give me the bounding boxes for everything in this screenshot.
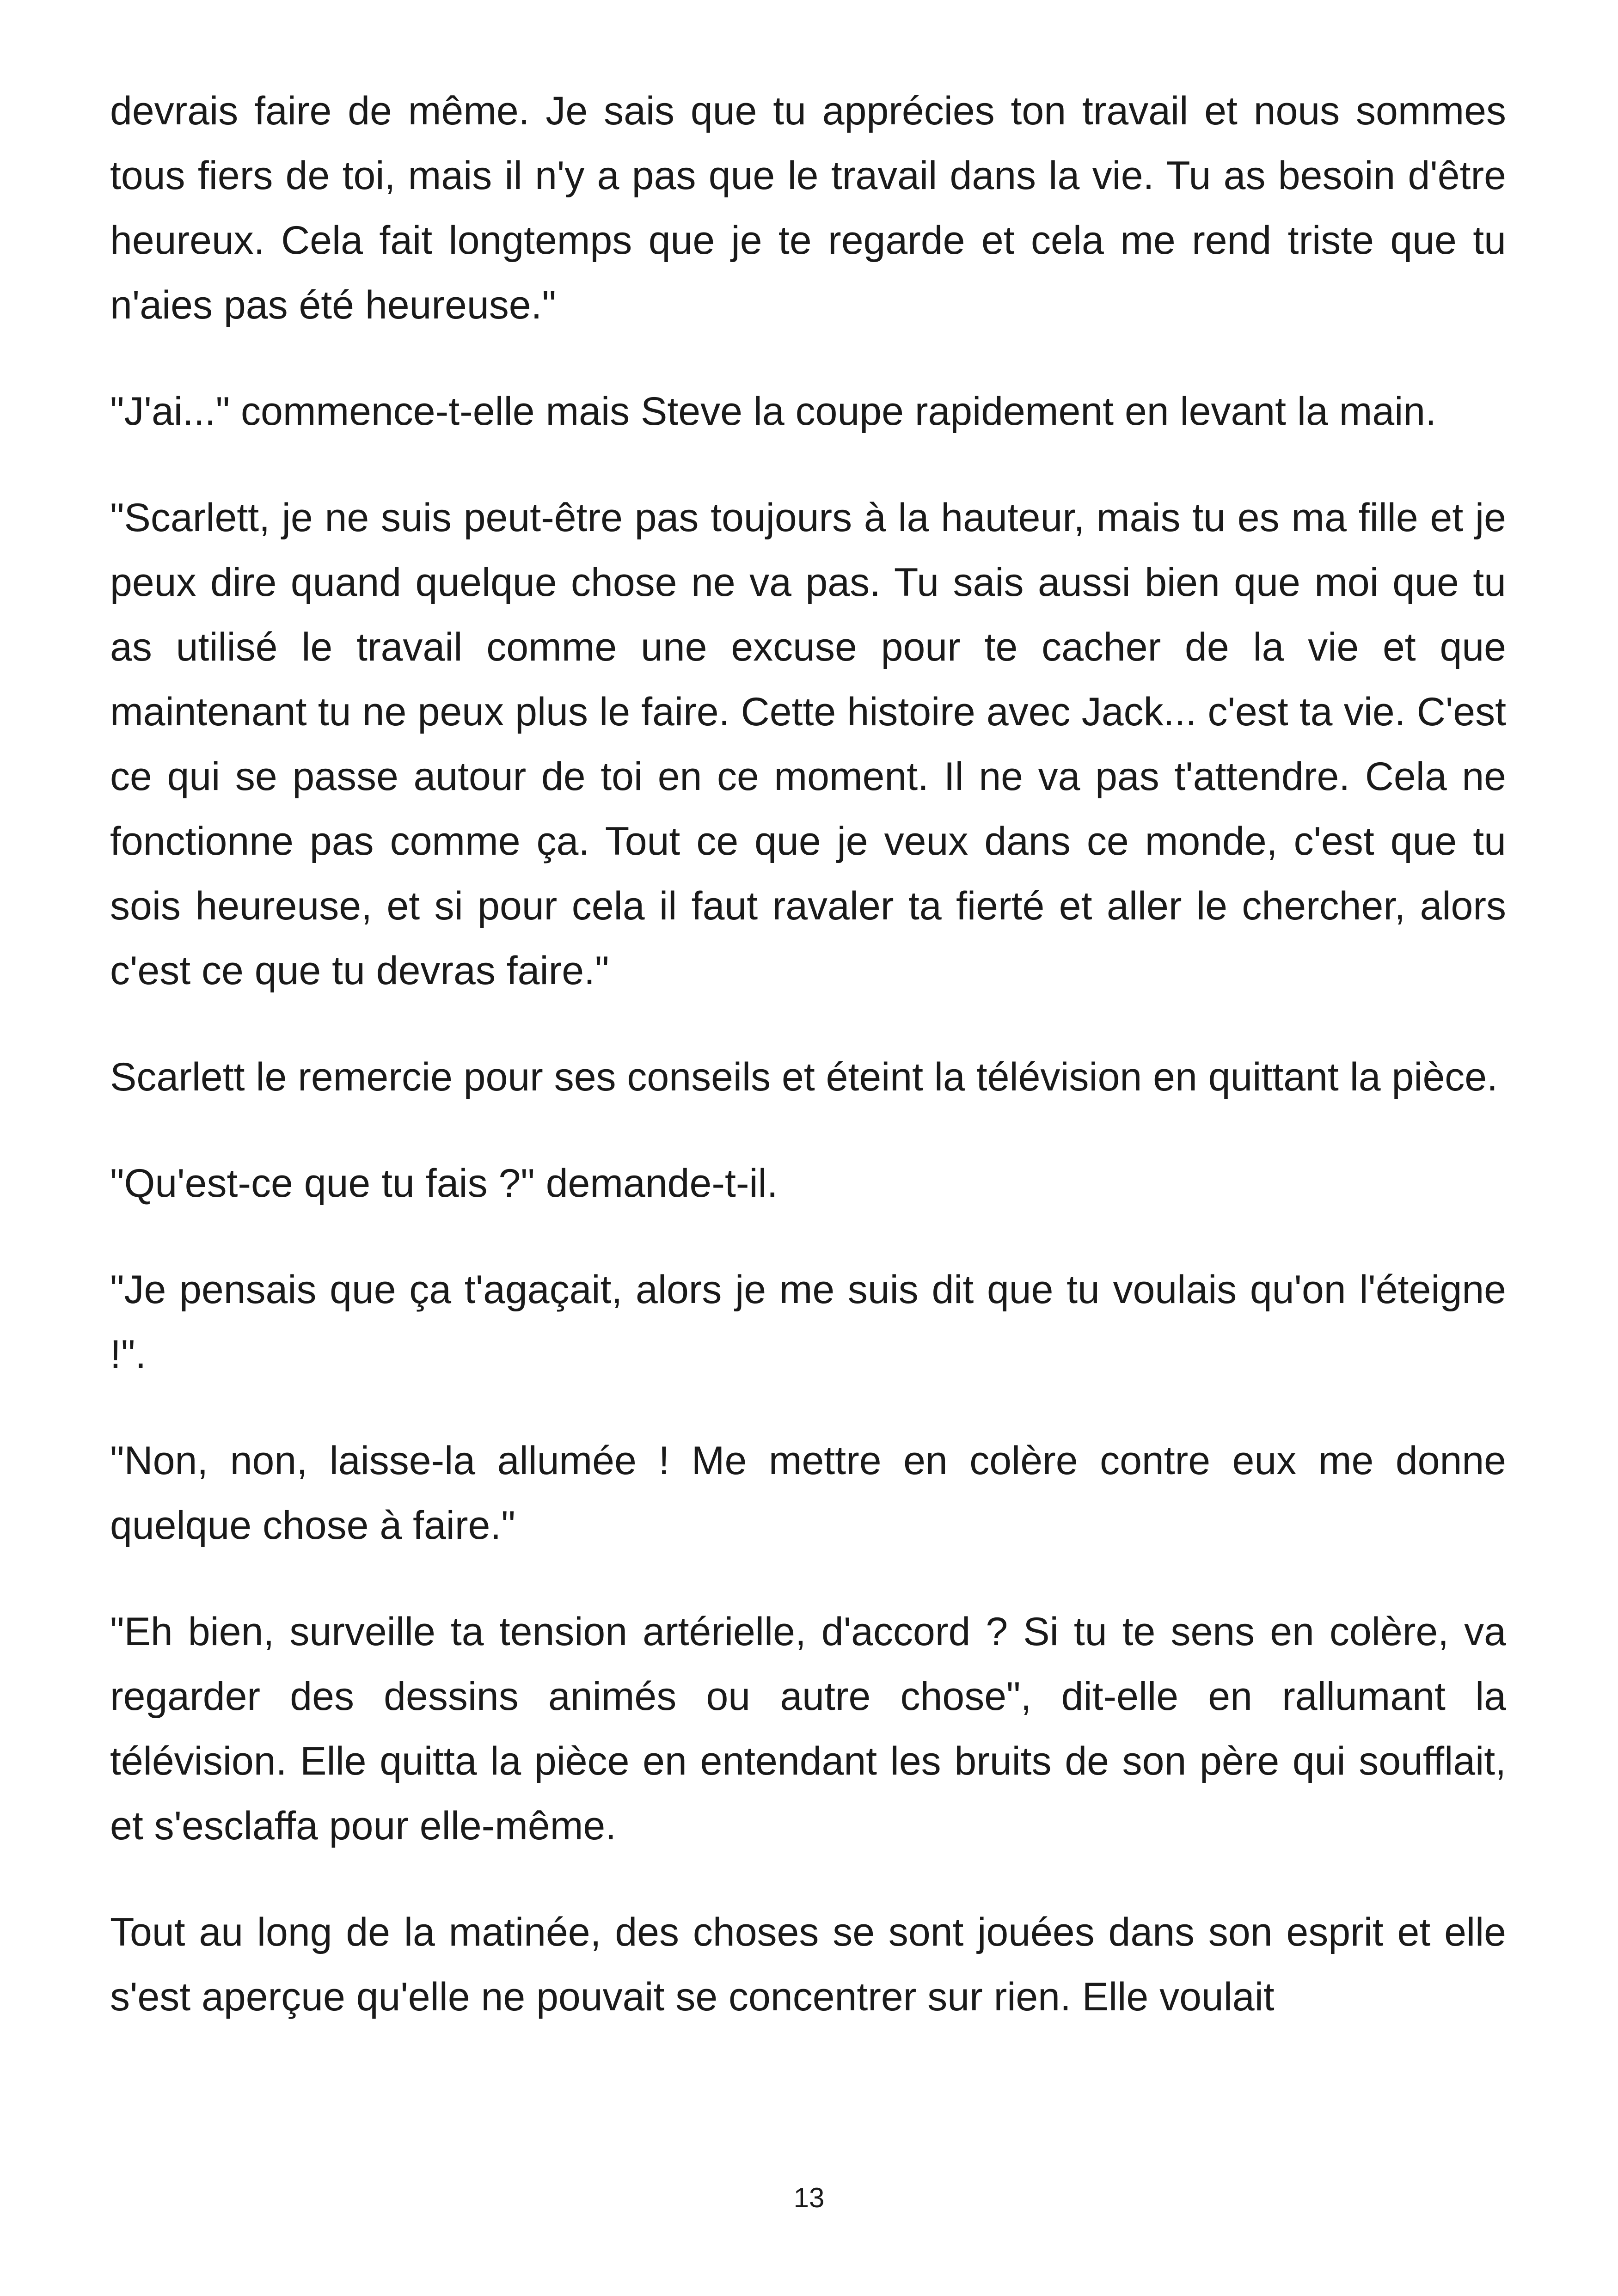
paragraph-3: "Scarlett, je ne suis peut-être pas toujours à la hauteur, mais tu es ma fille et je peux dire quand quelque chose ne va pas. Tu sais aussi bien que moi que tu as utilisé le travail comme une excuse pour te cacher de la vie et que maintenant tu ne peux plus le faire. Cette histoire avec Jack... c'est ta vie. C'est ce qui se passe autour de toi en ce moment. Il ne va pas t'attendre. Cela ne fonctionne pas comme ça. Tout ce que je veux dans ce monde, c'est que tu sois heureuse, et si pour cela il faut ravaler ta fierté et aller le chercher, alors c'est ce que tu devras faire." bbox=[110, 496, 1506, 993]
paragraph-6: "Je pensais que ça t'agaçait, alors je me suis dit que tu voulais qu'on l'éteigne !". bbox=[110, 1267, 1506, 1377]
paragraph-5: "Qu'est-ce que tu fais ?" demande-t-il. bbox=[110, 1161, 778, 1206]
page-number: 13 bbox=[793, 2182, 825, 2213]
paragraph-7: "Non, non, laisse-la allumée ! Me mettre en colère contre eux me donne quelque chose à faire." bbox=[110, 1439, 1506, 1548]
paragraph-9: Tout au long de la matinée, des choses se sont jouées dans son esprit et elle s'est aperçue qu'elle ne pouvait se concentrer sur rien. Elle voulait bbox=[110, 1910, 1506, 2019]
paragraph-1: devrais faire de même. Je sais que tu apprécies ton travail et nous sommes tous fiers de toi, mais il n'y a pas que le travail dans la vie. Tu as besoin d'être heureux. Cela fait longtemps que je te regarde et cela me rend triste que tu n'aies pas été heureuse." bbox=[110, 89, 1506, 327]
paragraph-4: Scarlett le remercie pour ses conseils et éteint la télévision en quittant la pièce. bbox=[110, 1055, 1498, 1099]
body-text bbox=[110, 79, 1506, 2071]
paragraph-2: "J'ai..." commence-t-elle mais Steve la coupe rapidement en levant la main. bbox=[110, 389, 1437, 434]
paragraph-8: "Eh bien, surveille ta tension artérielle, d'accord ? Si tu te sens en colère, va regarder des dessins animés ou autre chose", dit-elle en rallumant la télévision. Elle quitta la pièce en entendant les bruits de son père qui soufflait, et s'esclaffa pour elle-même. bbox=[110, 1610, 1506, 1848]
